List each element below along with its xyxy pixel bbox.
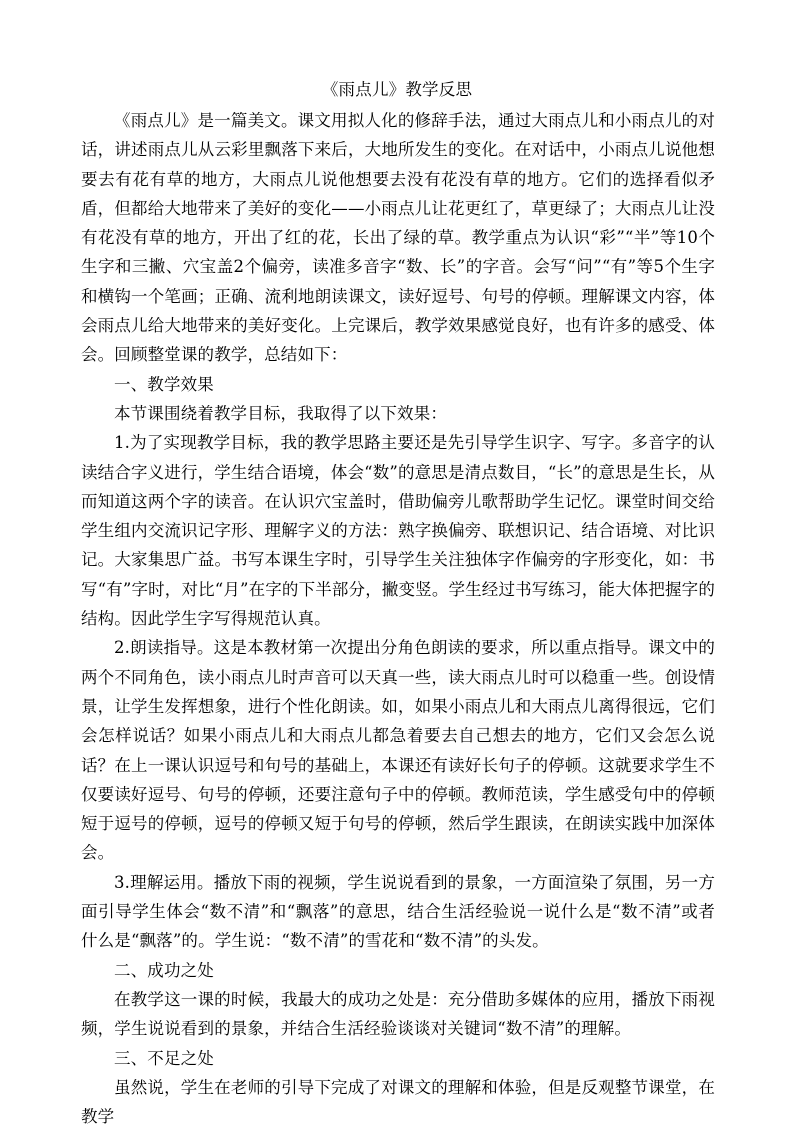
effect-item-literacy: 1.为了实现教学目标，我的教学思路主要还是先引导学生识字、写字。多音字的认读结合字义进行，学生结合语境，体会“数”的意思是清点数目，“长”的意思是生长，从而知道这两个字的读音。在认识穴宝盖时，借助偏旁儿歌帮助学生记忆。课堂时间交给学生组内交流识记字形、理解字义的方法：熟字换偏旁、联想识记、结合语境、对比识记。大家集思广益。书写本课生字时，引导学生关注独体字作偏旁的字形变化，如：书写“有”字时，对比“月”在字的下半部分，撇变竖。学生经过书写练习，能大体把握字的结构。因此学生字写得规范认真。: [81, 433, 715, 629]
shortcomings-paragraph: 虽然说，学生在老师的引导下完成了对课文的理解和体验，但是反观整节课堂，在教学: [81, 1077, 715, 1127]
intro-paragraph: 《雨点儿》是一篇美文。课文用拟人化的修辞手法，通过大雨点儿和小雨点儿的对话，讲述雨点儿从云彩里飘落下来后，大地所发生的变化。在对话中，小雨点儿说他想要去有花有草的地方，大雨点儿说他想要去没有花没有草的地方。它们的选择看似矛盾，但都给大地带来了美好的变化——小雨点儿让花更红了，草更绿了；大雨点儿让没有花没有草的地方，开出了红的花，长出了绿的草。教学重点为认识“彩”“半”等10个生字和三撇、穴宝盖2个偏旁，读准多音字“数、长”的字音。会写“问”“有”等5个生字和横钩一个笔画；正确、流利地朗读课文，读好逗号、句号的停顿。理解课文内容，体会雨点儿给大地带来的美好变化。上完课后，教学效果感觉良好，也有许多的感受、体会。回顾整堂课的教学，总结如下：: [81, 111, 715, 365]
section-heading-shortcomings: 三、不足之处: [114, 1048, 214, 1068]
success-paragraph: 在教学这一课的时候，我最大的成功之处是：充分借助多媒体的应用，播放下雨视频，学生说说看到的景象，并结合生活经验谈谈对关键词“数不清”的理解。: [81, 989, 715, 1039]
document-body: [81, 106, 715, 1131]
effect-item-application: 3.理解运用。播放下雨的视频，学生说说看到的景象，一方面渲染了氛围，另一方面引导学生体会“数不清”和“飘落”的意思，结合生活经验说一说什么是“数不清”或者什么是“飘落”的。学生说：“数不清”的雪花和“数不清”的头发。: [81, 872, 715, 951]
document-title: 《雨点儿》教学反思: [321, 80, 473, 99]
section-heading-teaching-effect: 一、教学效果: [114, 374, 214, 394]
effect-item-reading: 2.朗读指导。这是本教材第一次提出分角色朗读的要求，所以重点指导。课文中的两个不同角色，读小雨点儿时声音可以天真一些，读大雨点儿时可以稳重一些。创设情景，让学生发挥想象，进行个性化朗读。如，如果小雨点儿和大雨点儿离得很远，它们会怎样说话？如果小雨点儿和大雨点儿都急着要去自己想去的地方，它们又会怎么说话？在上一课认识逗号和句号的基础上，本课还有读好长句子的停顿。这就要求学生不仅要读好逗号、句号的停顿，还要注意句子中的停顿。教师范读，学生感受句中的停顿短于逗号的停顿，逗号的停顿又短于句号的停顿，然后学生跟读，在朗读实践中加深体会。: [81, 638, 715, 863]
effect-intro-paragraph: 本节课围绕着教学目标，我取得了以下效果：: [114, 403, 447, 423]
section-heading-success: 二、成功之处: [114, 960, 214, 980]
